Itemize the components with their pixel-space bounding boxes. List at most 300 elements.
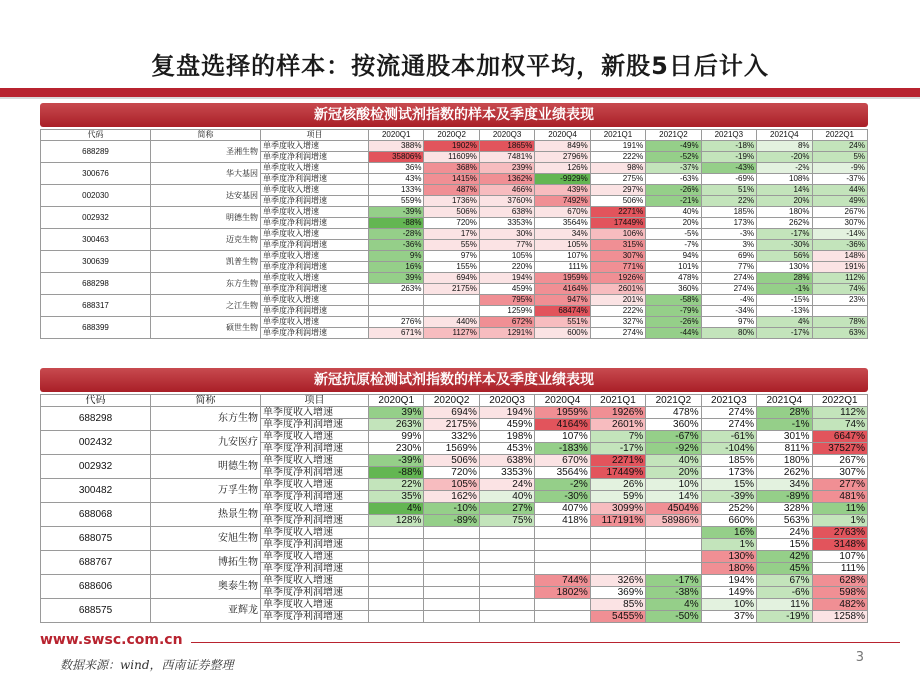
metric-label: 单季度收入增速 (261, 479, 369, 491)
growth-value: 59% (590, 491, 645, 503)
revenue-row (41, 479, 868, 491)
growth-value: 598% (812, 587, 868, 599)
growth-value: 77% (701, 262, 756, 273)
header-cell: 2020Q4 (535, 395, 590, 407)
growth-value: 720% (424, 467, 479, 479)
growth-value: 671% (369, 328, 424, 339)
stock-code: 688298 (41, 407, 151, 431)
growth-value: 27% (479, 503, 534, 515)
growth-value (369, 575, 424, 587)
growth-value: -1% (757, 284, 812, 295)
metric-label: 单季度净利润增速 (261, 539, 369, 551)
growth-value: 20% (646, 467, 701, 479)
stock-code: 688068 (41, 503, 151, 527)
growth-value: 97% (424, 251, 479, 262)
growth-value: 694% (424, 273, 479, 284)
growth-value: 297% (590, 185, 645, 196)
growth-value (369, 587, 424, 599)
growth-value: 849% (535, 141, 590, 152)
growth-value: -13% (757, 306, 812, 317)
growth-value: 771% (590, 262, 645, 273)
growth-value: -26% (646, 317, 701, 328)
growth-value: -7% (646, 240, 701, 251)
growth-value: -2% (535, 479, 590, 491)
growth-value: 506% (424, 207, 479, 218)
growth-value: 149% (701, 587, 756, 599)
revenue-row (41, 575, 868, 587)
revenue-row (41, 163, 868, 174)
growth-value: 670% (535, 455, 590, 467)
growth-value: 563% (757, 515, 812, 527)
growth-value: 459% (479, 284, 534, 295)
growth-value: 173% (701, 218, 756, 229)
growth-value: 487% (424, 185, 479, 196)
growth-value (535, 611, 590, 623)
stock-code: 300676 (41, 163, 151, 185)
growth-value: 551% (535, 317, 590, 328)
growth-value (369, 306, 424, 317)
growth-value: 16% (369, 262, 424, 273)
growth-value: 7492% (535, 196, 590, 207)
growth-value: 326% (590, 575, 645, 587)
growth-value: 10% (701, 599, 756, 611)
growth-value: -89% (757, 491, 812, 503)
metric-label: 单季度净利润增速 (261, 563, 369, 575)
stock-code: 688767 (41, 551, 151, 575)
stock-code: 688606 (41, 575, 151, 599)
growth-value (369, 599, 424, 611)
stock-name: 万孚生物 (151, 479, 261, 503)
growth-value: 559% (369, 196, 424, 207)
growth-value: -30% (757, 240, 812, 251)
growth-value: 40% (646, 455, 701, 467)
growth-value (646, 539, 701, 551)
growth-value: 694% (424, 407, 479, 419)
growth-value: 368% (424, 163, 479, 174)
header-cell: 2020Q3 (479, 395, 534, 407)
revenue-row (41, 551, 868, 563)
growth-value: 126% (535, 163, 590, 174)
metric-label: 单季度收入增速 (261, 251, 369, 262)
growth-value: 466% (479, 185, 534, 196)
growth-value: 20% (646, 218, 701, 229)
growth-value: -52% (646, 152, 701, 163)
growth-value: 194% (479, 273, 534, 284)
growth-value: 17% (424, 229, 479, 240)
growth-value: 388% (369, 141, 424, 152)
metric-label: 单季度净利润增速 (261, 419, 369, 431)
growth-value (812, 306, 868, 317)
growth-value: 9% (369, 251, 424, 262)
revenue-row (41, 599, 868, 611)
growth-value: 15% (701, 479, 756, 491)
growth-value: 180% (701, 563, 756, 575)
growth-value: 301% (757, 431, 812, 443)
growth-value: 30% (479, 229, 534, 240)
metric-label: 单季度收入增速 (261, 295, 369, 306)
growth-value: -19% (701, 152, 756, 163)
growth-value: 34% (757, 479, 812, 491)
growth-value: 1% (701, 539, 756, 551)
growth-value: -61% (701, 431, 756, 443)
growth-value: 1362% (479, 174, 534, 185)
header-cell: 2021Q1 (590, 130, 645, 141)
growth-value: 2601% (590, 419, 645, 431)
growth-value: -89% (424, 515, 479, 527)
antigen-table (40, 394, 868, 623)
growth-value: 1959% (535, 273, 590, 284)
growth-value: 24% (479, 479, 534, 491)
growth-value: 77% (479, 240, 534, 251)
growth-value: -88% (369, 218, 424, 229)
growth-value: -36% (369, 240, 424, 251)
growth-value: 506% (590, 196, 645, 207)
growth-value: 795% (479, 295, 534, 306)
growth-value: 173% (701, 467, 756, 479)
growth-value: 328% (757, 503, 812, 515)
growth-value: 1926% (590, 273, 645, 284)
growth-value: 11% (757, 599, 812, 611)
growth-value: 1259% (479, 306, 534, 317)
growth-value: 24% (812, 141, 868, 152)
revenue-row (41, 295, 868, 306)
header-cell: 2022Q1 (812, 395, 868, 407)
growth-value: 8% (757, 141, 812, 152)
growth-value: 2271% (590, 455, 645, 467)
growth-value: 3353% (479, 467, 534, 479)
growth-value: 180% (757, 455, 812, 467)
revenue-row (41, 273, 868, 284)
growth-value: -69% (701, 174, 756, 185)
growth-value: 58986% (646, 515, 701, 527)
stock-name: 奥泰生物 (151, 575, 261, 599)
growth-value: -44% (646, 328, 701, 339)
metric-label: 单季度收入增速 (261, 503, 369, 515)
growth-value: 28% (757, 273, 812, 284)
growth-value: 439% (535, 185, 590, 196)
header-cell: 2021Q4 (757, 395, 812, 407)
revenue-row (41, 317, 868, 328)
growth-value (479, 551, 534, 563)
growth-value (479, 587, 534, 599)
table2-header-row (41, 395, 868, 407)
growth-value (535, 563, 590, 575)
growth-value: 369% (590, 587, 645, 599)
revenue-row (41, 527, 868, 539)
growth-value: 2271% (590, 207, 645, 218)
header-cell: 项目 (261, 130, 369, 141)
revenue-row (41, 431, 868, 443)
growth-value: 78% (812, 317, 868, 328)
growth-value: 107% (535, 251, 590, 262)
growth-value: 148% (812, 251, 868, 262)
growth-value: 14% (757, 185, 812, 196)
metric-label: 单季度净利润增速 (261, 328, 369, 339)
metric-label: 单季度净利润增速 (261, 587, 369, 599)
growth-value: 478% (646, 273, 701, 284)
growth-value: 4% (646, 599, 701, 611)
growth-value: 20% (757, 196, 812, 207)
growth-value: 360% (646, 419, 701, 431)
stock-name: 之江生物 (151, 295, 261, 317)
stock-code: 688575 (41, 599, 151, 623)
growth-value: -38% (646, 587, 701, 599)
growth-value: 7481% (479, 152, 534, 163)
growth-value: 191% (812, 262, 868, 273)
header-cell: 2020Q4 (535, 130, 590, 141)
growth-value: -79% (646, 306, 701, 317)
stock-code: 002932 (41, 455, 151, 479)
metric-label: 单季度收入增速 (261, 273, 369, 284)
stock-code: 300639 (41, 251, 151, 273)
growth-value: 44% (812, 185, 868, 196)
stock-name: 明德生物 (151, 207, 261, 229)
growth-value: 262% (757, 467, 812, 479)
growth-value: 1258% (812, 611, 868, 623)
growth-value: 252% (701, 503, 756, 515)
growth-value: 56% (757, 251, 812, 262)
stock-code: 002932 (41, 207, 151, 229)
growth-value (535, 539, 590, 551)
growth-value (424, 295, 479, 306)
revenue-row (41, 455, 868, 467)
growth-value: 69% (701, 251, 756, 262)
growth-value: 407% (535, 503, 590, 515)
growth-value: 307% (590, 251, 645, 262)
header-cell: 项目 (261, 395, 369, 407)
growth-value: 106% (590, 229, 645, 240)
growth-value: 24% (757, 527, 812, 539)
growth-value: -58% (646, 295, 701, 306)
growth-value (479, 563, 534, 575)
growth-value: 230% (369, 443, 424, 455)
growth-value: 277% (812, 479, 868, 491)
header-cell: 简称 (151, 130, 261, 141)
growth-value: 600% (535, 328, 590, 339)
stock-name: 硕世生物 (151, 317, 261, 339)
growth-value: -6% (757, 587, 812, 599)
metric-label: 单季度净利润增速 (261, 443, 369, 455)
growth-value: 2175% (424, 284, 479, 295)
growth-value: -104% (701, 443, 756, 455)
stock-name: 华大基因 (151, 163, 261, 185)
growth-value: 3760% (479, 196, 534, 207)
growth-value: 481% (812, 491, 868, 503)
growth-value: 1736% (424, 196, 479, 207)
growth-value: 162% (424, 491, 479, 503)
growth-value (479, 599, 534, 611)
stock-code: 688317 (41, 295, 151, 317)
growth-value: 98% (590, 163, 645, 174)
metric-label: 单季度收入增速 (261, 229, 369, 240)
growth-value: 63% (812, 328, 868, 339)
growth-value: 68474% (535, 306, 590, 317)
growth-value: 1127% (424, 328, 479, 339)
growth-value (479, 527, 534, 539)
growth-value: 2763% (812, 527, 868, 539)
growth-value: -15% (757, 295, 812, 306)
growth-value: 85% (590, 599, 645, 611)
stock-code: 002432 (41, 431, 151, 455)
growth-value: -3% (701, 229, 756, 240)
header-cell: 简称 (151, 395, 261, 407)
growth-value: 112% (812, 407, 868, 419)
stock-name: 九安医疗 (151, 431, 261, 455)
growth-value: 2175% (424, 419, 479, 431)
growth-value (590, 539, 645, 551)
growth-value: 111% (535, 262, 590, 273)
growth-value: -88% (369, 467, 424, 479)
revenue-row (41, 503, 868, 515)
growth-value (369, 551, 424, 563)
growth-value: 1291% (479, 328, 534, 339)
growth-value: 108% (757, 174, 812, 185)
growth-value: 459% (479, 419, 534, 431)
growth-value (424, 611, 479, 623)
stock-code: 688289 (41, 141, 151, 163)
growth-value: -4% (701, 295, 756, 306)
growth-value (424, 539, 479, 551)
growth-value: 185% (701, 455, 756, 467)
growth-value: 105% (535, 240, 590, 251)
growth-value: 180% (757, 207, 812, 218)
growth-value: 267% (812, 455, 868, 467)
metric-label: 单季度收入增速 (261, 185, 369, 196)
growth-value: 55% (424, 240, 479, 251)
growth-value: 26% (590, 479, 645, 491)
metric-label: 单季度净利润增速 (261, 240, 369, 251)
growth-value (479, 539, 534, 551)
growth-value: 49% (812, 196, 868, 207)
header-cell: 2021Q3 (701, 130, 756, 141)
growth-value: -49% (646, 141, 701, 152)
header-cell: 2020Q1 (369, 130, 424, 141)
growth-value: 94% (646, 251, 701, 262)
metric-label: 单季度净利润增速 (261, 467, 369, 479)
growth-value: 478% (646, 407, 701, 419)
header-cell: 2020Q1 (369, 395, 424, 407)
revenue-row (41, 207, 868, 218)
growth-value: -17% (757, 328, 812, 339)
growth-value: 5% (812, 152, 868, 163)
metric-label: 单季度收入增速 (261, 207, 369, 218)
metric-label: 单季度收入增速 (261, 317, 369, 328)
growth-value: -17% (757, 229, 812, 240)
growth-value: 4% (757, 317, 812, 328)
metric-label: 单季度收入增速 (261, 455, 369, 467)
metric-label: 单季度收入增速 (261, 141, 369, 152)
growth-value: 1959% (535, 407, 590, 419)
growth-value: -18% (701, 141, 756, 152)
growth-value (369, 295, 424, 306)
growth-value: 40% (479, 491, 534, 503)
growth-value: 275% (590, 174, 645, 185)
growth-value (535, 527, 590, 539)
growth-value: 17449% (590, 218, 645, 229)
growth-value: -9% (812, 163, 868, 174)
growth-value: 744% (535, 575, 590, 587)
growth-value: -43% (701, 163, 756, 174)
stock-name: 博拓生物 (151, 551, 261, 575)
growth-value (369, 611, 424, 623)
growth-value: -183% (535, 443, 590, 455)
growth-value: 74% (812, 284, 868, 295)
growth-value: -39% (701, 491, 756, 503)
growth-value: 51% (701, 185, 756, 196)
growth-value: 482% (812, 599, 868, 611)
growth-value: -39% (369, 455, 424, 467)
growth-value: -92% (646, 443, 701, 455)
growth-value: 274% (590, 328, 645, 339)
growth-value: 37527% (812, 443, 868, 455)
growth-value: 506% (424, 455, 479, 467)
growth-value: 360% (646, 284, 701, 295)
revenue-row (41, 229, 868, 240)
growth-value: 274% (701, 284, 756, 295)
growth-value: 1% (812, 515, 868, 527)
growth-value: 720% (424, 218, 479, 229)
metric-label: 单季度净利润增速 (261, 174, 369, 185)
growth-value: 638% (479, 207, 534, 218)
growth-value (424, 527, 479, 539)
footer-url-link[interactable]: www.swsc.com.cn (40, 632, 191, 648)
growth-value: 17449% (590, 467, 645, 479)
growth-value: 3353% (479, 218, 534, 229)
metric-label: 单季度净利润增速 (261, 306, 369, 317)
growth-value: 222% (590, 306, 645, 317)
header-cell: 2021Q4 (757, 130, 812, 141)
growth-value: 7% (590, 431, 645, 443)
growth-value: 16% (701, 527, 756, 539)
growth-value: 67% (757, 575, 812, 587)
growth-value: 117191% (590, 515, 645, 527)
growth-value (424, 575, 479, 587)
growth-value: -14% (812, 229, 868, 240)
growth-value: -39% (369, 207, 424, 218)
growth-value: 660% (701, 515, 756, 527)
growth-value: 22% (701, 196, 756, 207)
growth-value (369, 539, 424, 551)
growth-value: 11609% (424, 152, 479, 163)
growth-value: 1802% (535, 587, 590, 599)
table1-header-row (41, 130, 868, 141)
growth-value: 274% (701, 419, 756, 431)
stock-name: 东方生物 (151, 407, 261, 431)
metric-label: 单季度净利润增速 (261, 515, 369, 527)
revenue-row (41, 251, 868, 262)
metric-label: 单季度收入增速 (261, 407, 369, 419)
growth-value (646, 527, 701, 539)
growth-value: 315% (590, 240, 645, 251)
growth-value: -17% (590, 443, 645, 455)
metric-label: 单季度净利润增速 (261, 611, 369, 623)
metric-label: 单季度净利润增速 (261, 284, 369, 295)
growth-value: -5% (646, 229, 701, 240)
growth-value: 42% (757, 551, 812, 563)
growth-value: -17% (646, 575, 701, 587)
growth-value: 307% (812, 218, 868, 229)
growth-value: 39% (369, 273, 424, 284)
growth-value: 1926% (590, 407, 645, 419)
stock-name: 亚辉龙 (151, 599, 261, 623)
growth-value: -37% (812, 174, 868, 185)
growth-value: 274% (701, 407, 756, 419)
growth-value: 4164% (535, 284, 590, 295)
growth-value (479, 611, 534, 623)
growth-value: 10% (646, 479, 701, 491)
growth-value (424, 306, 479, 317)
metric-label: 单季度收入增速 (261, 431, 369, 443)
